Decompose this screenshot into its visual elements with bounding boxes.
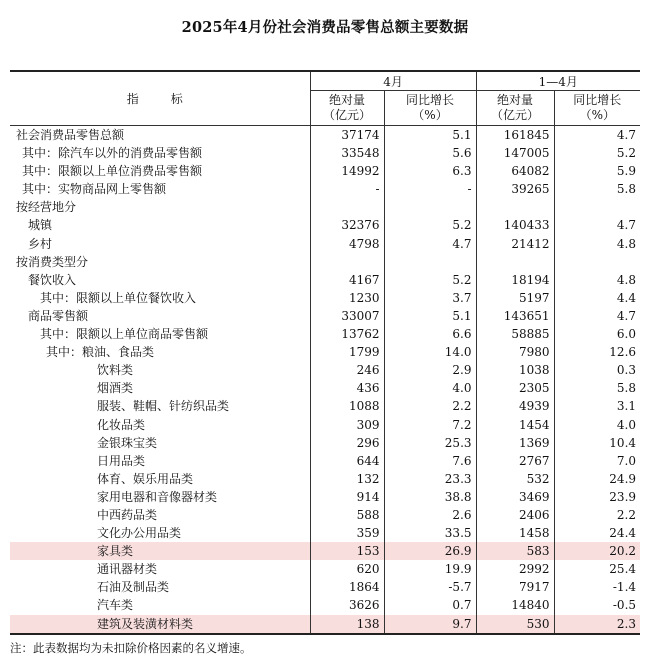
row-label: 其中：限额以上单位商品零售额 (40, 327, 209, 342)
ytd-growth-value: 4.4 (554, 289, 640, 307)
ytd-abs-value: 4939 (476, 397, 554, 415)
month-abs-value: 620 (310, 560, 384, 578)
row-label: 烟酒类 (97, 381, 134, 396)
row-label: 日用品类 (97, 453, 146, 468)
month-growth-value: 2.2 (384, 397, 476, 415)
ytd-growth-value: -0.5 (554, 596, 640, 614)
row-label: 社会消费品零售总额 (16, 128, 125, 142)
ytd-abs-value: 140433 (476, 216, 554, 234)
row-label: 家具类 (10, 542, 310, 560)
month-abs-value: 4167 (310, 271, 384, 289)
month-growth-value: 5.6 (384, 144, 476, 162)
table-row (10, 434, 640, 452)
table-row (10, 271, 640, 289)
month-growth-value: 9.7 (384, 615, 476, 634)
row-label: 餐饮收入 (28, 272, 77, 287)
month-growth-value: 5.1 (384, 307, 476, 325)
row-label: 其中：限额以上单位餐饮收入 (40, 290, 197, 305)
table-row (10, 216, 640, 234)
row-label: 建筑及装潢材料类 (10, 615, 310, 634)
month-abs-value: 33548 (310, 144, 384, 162)
row-label: 石油及制品类 (97, 580, 170, 595)
footnote: 注：此表数据均为未扣除价格因素的名义增速。 (10, 641, 252, 655)
ytd-growth-value: 4.7 (554, 126, 640, 145)
month-growth-value: 26.9 (384, 542, 476, 560)
table-row (10, 596, 640, 614)
month-growth-value: - (384, 180, 476, 198)
month-growth-value: 5.2 (384, 271, 476, 289)
indicator-header: 指 标 (10, 71, 310, 126)
month-abs-value: 296 (310, 434, 384, 452)
row-label: 按经营地分 (16, 200, 77, 215)
ytd-abs-value: 39265 (476, 180, 554, 198)
ytd-abs-value: 1458 (476, 524, 554, 542)
ytd-abs-value: 2406 (476, 506, 554, 524)
ytd-abs-value: 143651 (476, 307, 554, 325)
month-growth-value: 4.7 (384, 235, 476, 253)
table-row (10, 397, 640, 415)
month-abs-header: 绝对量 （亿元） (310, 91, 384, 126)
month-abs-value: 13762 (310, 325, 384, 343)
table-row (10, 470, 640, 488)
ytd-growth-value: 20.2 (554, 542, 640, 560)
month-abs-value: 138 (310, 615, 384, 634)
table-row (10, 452, 640, 470)
month-growth-value: 2.6 (384, 506, 476, 524)
month-growth-value: 6.6 (384, 325, 476, 343)
ytd-growth-value: 2.2 (554, 506, 640, 524)
month-growth-value (384, 198, 476, 216)
month-growth-value: 2.9 (384, 361, 476, 379)
row-label: 商品零售额 (28, 308, 89, 323)
month-growth-value: 23.3 (384, 470, 476, 488)
month-period-header: 4月 (310, 71, 476, 91)
table-row (10, 379, 640, 397)
table-row (10, 307, 640, 325)
month-growth-value: 5.2 (384, 216, 476, 234)
table-row (10, 289, 640, 307)
month-growth-value: 14.0 (384, 343, 476, 361)
month-abs-value (310, 198, 384, 216)
row-label: 通讯器材类 (97, 562, 158, 577)
ytd-growth-value: 6.0 (554, 325, 640, 343)
month-growth-value: 6.3 (384, 162, 476, 180)
table-row (10, 126, 640, 145)
row-label: 其中：粮油、食品类 (46, 345, 155, 360)
month-abs-value: 14992 (310, 162, 384, 180)
ytd-growth-value (554, 253, 640, 271)
ytd-abs-value: 2992 (476, 560, 554, 578)
ytd-abs-value (476, 198, 554, 216)
month-abs-value: 309 (310, 416, 384, 434)
table-row (10, 615, 640, 634)
ytd-growth-value: 3.1 (554, 397, 640, 415)
row-label: 其中：限额以上单位消费品零售额 (22, 164, 203, 179)
month-abs-value: 436 (310, 379, 384, 397)
ytd-growth-value: 7.0 (554, 452, 640, 470)
month-abs-value: 132 (310, 470, 384, 488)
row-label: 体育、娱乐用品类 (97, 471, 194, 486)
ytd-growth-value: 0.3 (554, 361, 640, 379)
ytd-abs-value: 530 (476, 615, 554, 634)
ytd-growth-value: 4.0 (554, 416, 640, 434)
month-abs-value: 37174 (310, 126, 384, 145)
ytd-growth-value: 2.3 (554, 615, 640, 634)
row-label: 饮料类 (97, 363, 134, 378)
row-label: 金银珠宝类 (97, 435, 158, 450)
month-growth-value: 19.9 (384, 560, 476, 578)
row-label: 文化办公用品类 (97, 526, 182, 541)
table-row (10, 560, 640, 578)
row-label: 汽车类 (97, 598, 134, 613)
month-abs-value: 914 (310, 488, 384, 506)
row-label: 家用电器和音像器材类 (97, 489, 218, 504)
ytd-abs-value: 7980 (476, 343, 554, 361)
month-abs-value: 32376 (310, 216, 384, 234)
month-growth-value: 38.8 (384, 488, 476, 506)
ytd-growth-value: 24.9 (554, 470, 640, 488)
ytd-abs-value: 3469 (476, 488, 554, 506)
month-abs-value: 1799 (310, 343, 384, 361)
row-label: 化妆品类 (97, 417, 146, 432)
ytd-growth-value: 5.9 (554, 162, 640, 180)
ytd-growth-value: 25.4 (554, 560, 640, 578)
ytd-growth-value: 10.4 (554, 434, 640, 452)
ytd-abs-value: 161845 (476, 126, 554, 145)
month-abs-value: 1864 (310, 578, 384, 596)
ytd-growth-value: 5.2 (554, 144, 640, 162)
table-row (10, 542, 640, 560)
month-growth-value: 7.2 (384, 416, 476, 434)
ytd-abs-header: 绝对量 （亿元） (476, 91, 554, 126)
month-growth-value: -5.7 (384, 578, 476, 596)
ytd-growth-value: 5.8 (554, 379, 640, 397)
month-growth-value: 0.7 (384, 596, 476, 614)
ytd-abs-value: 1369 (476, 434, 554, 452)
table-row (10, 488, 640, 506)
ytd-abs-value: 2305 (476, 379, 554, 397)
row-label: 城镇 (28, 218, 53, 233)
ytd-growth-value: 4.8 (554, 271, 640, 289)
table-row (10, 325, 640, 343)
month-growth-header: 同比增长 （%） (384, 91, 476, 126)
month-abs-value: 1088 (310, 397, 384, 415)
row-label: 中西药品类 (97, 507, 158, 522)
table-row (10, 198, 640, 216)
table-row (10, 343, 640, 361)
month-growth-value: 5.1 (384, 126, 476, 145)
month-growth-value: 33.5 (384, 524, 476, 542)
row-label: 乡村 (28, 236, 53, 251)
month-abs-value: 33007 (310, 307, 384, 325)
month-growth-value: 3.7 (384, 289, 476, 307)
month-abs-value: 246 (310, 361, 384, 379)
month-abs-value: 153 (310, 542, 384, 560)
row-label: 服装、鞋帽、针纺织品类 (97, 399, 230, 414)
row-label: 其中：实物商品网上零售额 (22, 182, 167, 197)
table-row (10, 253, 640, 271)
ytd-abs-value: 1038 (476, 361, 554, 379)
ytd-growth-value: 5.8 (554, 180, 640, 198)
ytd-abs-value: 21412 (476, 235, 554, 253)
table-row (10, 506, 640, 524)
table-row (10, 180, 640, 198)
ytd-abs-value: 2767 (476, 452, 554, 470)
ytd-growth-value (554, 198, 640, 216)
table-body (10, 126, 640, 634)
ytd-abs-value: 5197 (476, 289, 554, 307)
table-row (10, 235, 640, 253)
ytd-abs-value: 147005 (476, 144, 554, 162)
ytd-abs-value: 58885 (476, 325, 554, 343)
row-label: 其中：除汽车以外的消费品零售额 (22, 146, 203, 161)
table-row (10, 524, 640, 542)
table-row (10, 416, 640, 434)
month-abs-value: 359 (310, 524, 384, 542)
ytd-abs-value: 583 (476, 542, 554, 560)
ytd-growth-value: 4.7 (554, 307, 640, 325)
month-abs-value (310, 253, 384, 271)
month-abs-value: 4798 (310, 235, 384, 253)
page-title: 2025年4月份社会消费品零售总额主要数据 (181, 19, 469, 36)
month-abs-value: 3626 (310, 596, 384, 614)
month-growth-value: 4.0 (384, 379, 476, 397)
ytd-abs-value: 64082 (476, 162, 554, 180)
table-row (10, 361, 640, 379)
ytd-growth-value: -1.4 (554, 578, 640, 596)
table-row (10, 578, 640, 596)
ytd-growth-value: 4.8 (554, 235, 640, 253)
table-row (10, 162, 640, 180)
ytd-abs-value: 14840 (476, 596, 554, 614)
month-abs-value: 1230 (310, 289, 384, 307)
ytd-abs-value: 18194 (476, 271, 554, 289)
ytd-growth-value: 23.9 (554, 488, 640, 506)
month-growth-value: 25.3 (384, 434, 476, 452)
ytd-abs-value (476, 253, 554, 271)
ytd-period-header: 1—4月 (476, 71, 640, 91)
ytd-abs-value: 7917 (476, 578, 554, 596)
ytd-growth-value: 24.4 (554, 524, 640, 542)
month-abs-value: - (310, 180, 384, 198)
ytd-abs-value: 1454 (476, 416, 554, 434)
row-label: 按消费类型分 (16, 254, 89, 269)
retail-sales-table (10, 70, 640, 635)
month-growth-value (384, 253, 476, 271)
ytd-growth-value: 12.6 (554, 343, 640, 361)
month-abs-value: 588 (310, 506, 384, 524)
month-abs-value: 644 (310, 452, 384, 470)
ytd-abs-value: 532 (476, 470, 554, 488)
ytd-growth-value: 4.7 (554, 216, 640, 234)
ytd-growth-header: 同比增长 （%） (554, 91, 640, 126)
table-row (10, 144, 640, 162)
month-growth-value: 7.6 (384, 452, 476, 470)
